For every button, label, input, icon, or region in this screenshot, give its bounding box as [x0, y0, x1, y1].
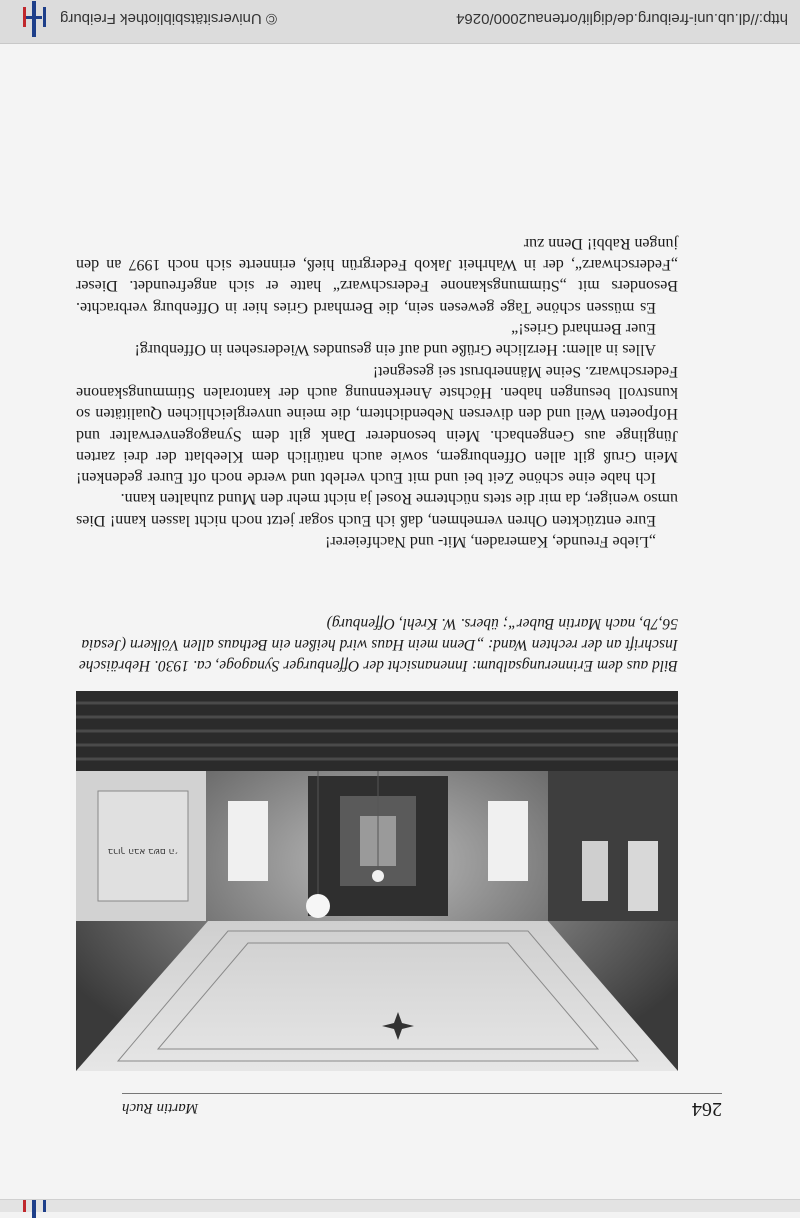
copyright-label: © Universitätsbibliothek Freiburg: [60, 10, 277, 27]
paragraph: Ich habe eine schöne Zeit bei und mit Euch verlebt und werde noch oft Eurer gedenken! Mein Gruß gilt allen Offenburgern, sowie auch natürlich dem Kleeblatt der drei zarten Jünglinge aus Gengenbach. Mein besonderer Dank gilt dem Synagogenverwalter und Hofpoeten Weil und den diversen Nebendichtern, die meine unvergleichlichen Qualitäten so kunstvoll besungen haben. Höchste Anerkennung auch der kantoralen Stimmungskanone Federschwarz. Seine Männerbrust sei gesegnet!: [76, 362, 678, 487]
library-logo-icon: [14, 1, 54, 37]
paragraph: Euer Bernhard Gries!“: [511, 320, 656, 338]
photo-caption: Bild aus dem Erinnerungsalbum: Innenansicht der Offenburger Synagoge, ca. 1930. Hebräische Inschrift an der rechten Wand: „Denn mein Haus wird heißen ein Bethaus allen Völkern (Jesaia 56,7b, nach Martin Buber“; übers. W. Krehl, Offenburg): [78, 615, 678, 674]
page-number: 264: [692, 1098, 722, 1120]
photo-inscription: ברוך הבא בשם ה׳: [107, 846, 179, 856]
synagogue-interior-photo: [76, 691, 678, 1071]
library-logo-icon: [14, 1200, 54, 1218]
viewer-footer: [0, 0, 800, 44]
running-head-author: Martin Ruch: [122, 1100, 199, 1116]
paragraph: „Liebe Freunde, Kameraden, Mit- und Nachfeierer!: [325, 533, 656, 550]
body-text: [76, 233, 678, 552]
paragraph: Es müssen schöne Tage gewesen sein, die Bernhard Gries hier in Offenburg verbrachte. Besonders mit „Stimmungskanone Federschwarz“ hatte er sich angefreundet. Dieser „Federschwarz“, der in Wahrheit Jakob Federgrün hieß, erinnerte sich noch 1997 an den jungen Rabbi! Denn zur: [76, 234, 678, 316]
top-toolbar: [0, 1199, 800, 1212]
source-url[interactable]: http://dl.ub.uni-freiburg.de/diglit/ortenau2000/0264: [456, 10, 788, 27]
paragraph: Eure entzückten Ohren vernehmen, daß ich Euch sogar jetzt noch nicht lassen kann! Dies umso weniger, da mir die stets nüchterne Rosel ja nicht mehr den Mund zuhalten kann.: [76, 490, 678, 529]
synagogue-photo-drawing: [76, 691, 678, 1071]
paragraph: Alles in allem: Herzliche Grüße und auf ein gesundes Wiedersehen in Offenburg!: [134, 341, 656, 359]
running-head: [122, 1093, 722, 1120]
